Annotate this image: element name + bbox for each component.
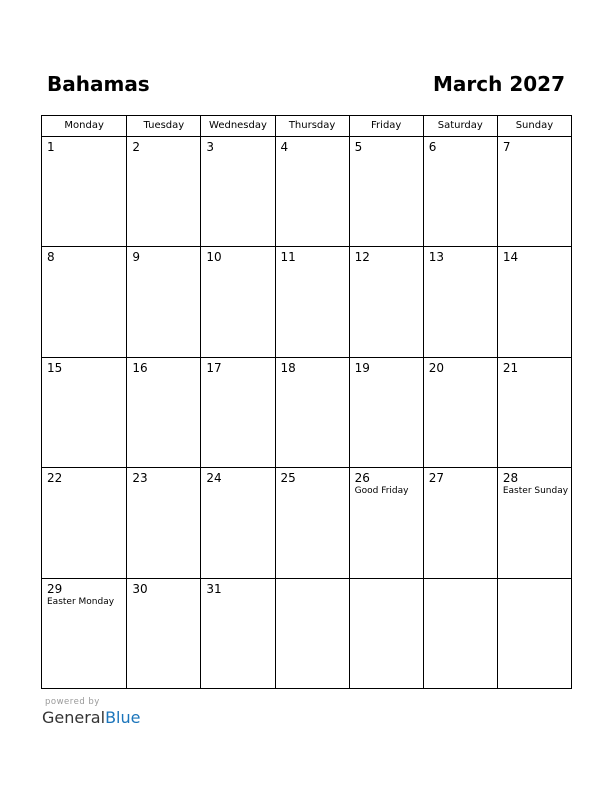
day-cell <box>127 247 201 357</box>
weekday-thursday: Thursday <box>276 116 350 137</box>
weekday-sunday: Sunday <box>498 116 572 137</box>
weekday-wednesday: Wednesday <box>201 116 275 137</box>
week-row <box>42 579 572 689</box>
day-number: 10 <box>206 250 222 265</box>
weekday-tuesday: Tuesday <box>127 116 201 137</box>
day-cell <box>276 247 350 357</box>
weekday-monday: Monday <box>42 116 127 137</box>
day-number: 7 <box>502 140 511 154</box>
day-cell <box>127 579 201 689</box>
day-cell <box>498 358 572 468</box>
week-row <box>42 137 572 247</box>
day-number: 6 <box>428 140 437 154</box>
day-cell <box>201 579 275 689</box>
day-number: 17 <box>206 360 222 375</box>
day-cell <box>276 358 350 468</box>
weekday-header-row <box>42 116 572 137</box>
day-number: 13 <box>428 250 445 265</box>
day-number: 23 <box>132 471 148 486</box>
day-cell <box>201 247 275 357</box>
day-cell <box>42 579 127 689</box>
day-number: 27 <box>428 471 445 486</box>
calendar-grid <box>41 115 572 689</box>
day-number: 3 <box>206 140 215 154</box>
day-number: 26 <box>354 471 370 486</box>
day-number: 29 <box>47 581 63 596</box>
day-cell <box>424 468 498 578</box>
day-number: 16 <box>132 360 148 375</box>
holiday-label: Easter Sunday <box>502 486 569 497</box>
day-cell <box>42 358 127 468</box>
day-number: 9 <box>132 250 140 265</box>
holiday-label: Easter Monday <box>47 596 115 607</box>
day-number: 11 <box>280 250 296 265</box>
day-number: 12 <box>354 250 370 265</box>
day-cell <box>350 247 424 357</box>
empty-day-cell <box>498 579 572 689</box>
day-cell <box>127 137 201 247</box>
weeks-container <box>42 137 572 689</box>
day-cell <box>350 468 424 578</box>
week-row <box>42 247 572 357</box>
day-cell <box>127 468 201 578</box>
day-cell <box>498 468 572 578</box>
day-cell <box>42 247 127 357</box>
day-cell <box>201 358 275 468</box>
day-number: 31 <box>206 581 222 596</box>
month-title: March 2027 <box>433 72 565 96</box>
country-title: Bahamas <box>47 72 150 96</box>
day-number: 15 <box>47 360 63 375</box>
day-number: 5 <box>354 140 363 154</box>
brand-blue: Blue <box>105 708 141 727</box>
holiday-label: Good Friday <box>354 486 409 497</box>
day-cell <box>424 247 498 357</box>
day-cell <box>127 358 201 468</box>
day-cell <box>350 137 424 247</box>
day-cell <box>42 468 127 578</box>
day-number: 18 <box>280 360 296 375</box>
day-cell <box>498 247 572 357</box>
day-number: 24 <box>206 471 222 486</box>
day-cell <box>350 358 424 468</box>
day-number: 20 <box>428 360 445 375</box>
day-cell <box>498 137 572 247</box>
day-number: 1 <box>47 140 55 154</box>
day-cell <box>276 137 350 247</box>
empty-day-cell <box>350 579 424 689</box>
day-number: 4 <box>280 140 289 154</box>
day-number: 14 <box>502 250 519 265</box>
day-cell <box>276 468 350 578</box>
day-number: 22 <box>47 471 63 486</box>
day-number: 8 <box>47 250 55 265</box>
brand-general: General <box>42 708 106 727</box>
day-cell <box>201 468 275 578</box>
day-cell <box>424 358 498 468</box>
powered-by-text: powered by <box>45 697 100 707</box>
day-cell <box>424 137 498 247</box>
weekday-friday: Friday <box>350 116 424 137</box>
day-number: 2 <box>132 140 140 154</box>
generalblue-logo <box>42 708 140 728</box>
day-number: 25 <box>280 471 296 486</box>
weekday-saturday: Saturday <box>424 116 498 137</box>
week-row <box>42 358 572 468</box>
empty-day-cell <box>424 579 498 689</box>
day-number: 19 <box>354 360 370 375</box>
day-cell <box>42 137 127 247</box>
week-row <box>42 468 572 578</box>
day-number: 21 <box>502 360 519 375</box>
day-cell <box>201 137 275 247</box>
day-number: 30 <box>132 581 148 596</box>
empty-day-cell <box>276 579 350 689</box>
day-number: 28 <box>502 471 519 486</box>
